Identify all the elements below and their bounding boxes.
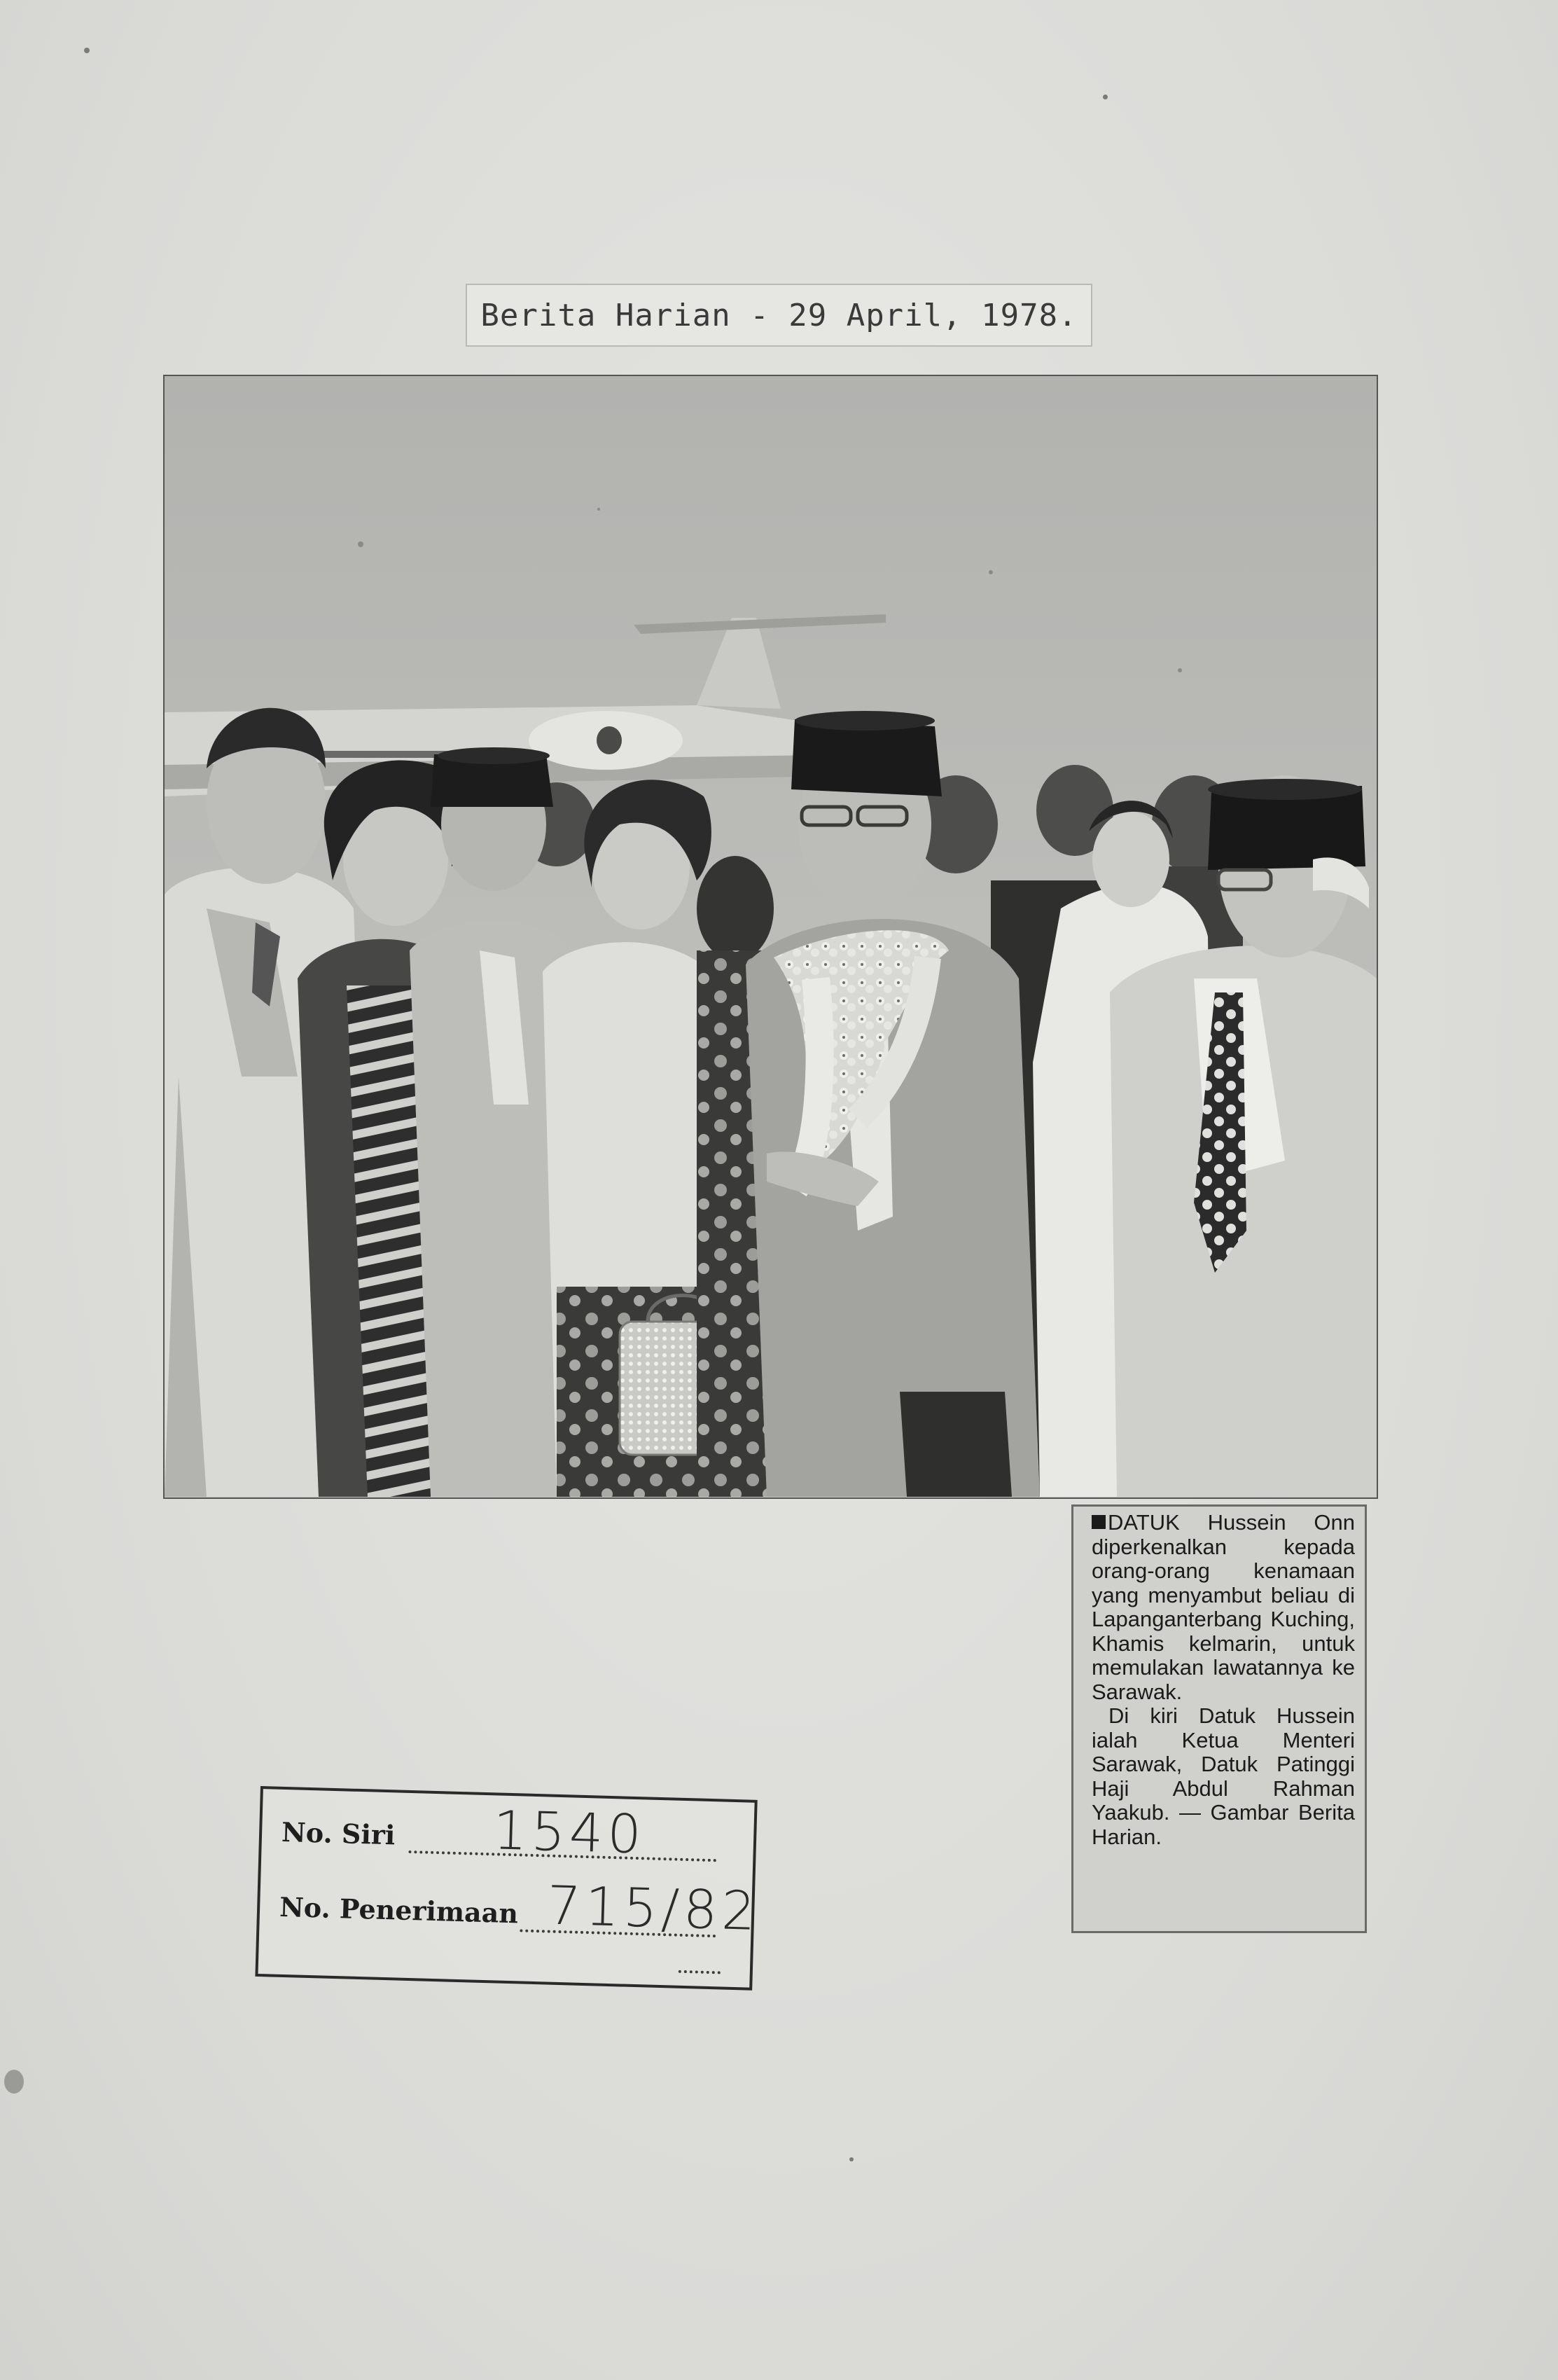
caption-paragraph-2: Di kiri Datuk Hussein ialah Ketua Menteri Sarawak, Datuk Patinggi Haji Abdul Rahman Yaakub. — Gambar Berita Harian.	[1092, 1703, 1355, 1849]
archive-stamp	[255, 1786, 760, 1991]
paper-speck	[849, 2157, 854, 2161]
caption-paragraph-1: DATUK Hussein Onn diperkenalkan kepada orang-orang kenamaan yang menyambut beliau di Lapanganterbang Kuching, Khamis kelmarin, untuk memulakan lawatannya ke Sarawak.	[1092, 1510, 1355, 1704]
stamp-penerimaan-label: No. Penerimaan	[279, 1890, 519, 1930]
source-label	[466, 284, 1092, 347]
stamp-siri-label: No. Siri	[281, 1815, 396, 1851]
newspaper-photo-icon	[165, 376, 1377, 1497]
paper-speck	[84, 48, 90, 53]
photo-caption	[1071, 1504, 1367, 1933]
paper-speck	[4, 2070, 24, 2094]
source-label-text: Berita Harian - 29 April, 1978.	[480, 297, 1078, 333]
news-photo	[163, 375, 1378, 1499]
stamp-siri-value: 1540	[492, 1799, 646, 1866]
stamp-extra-dots	[679, 1970, 721, 1974]
paper-speck	[1103, 95, 1108, 99]
bullet-icon	[1092, 1515, 1106, 1529]
stamp-penerimaan-value: 715/82	[546, 1874, 760, 1942]
